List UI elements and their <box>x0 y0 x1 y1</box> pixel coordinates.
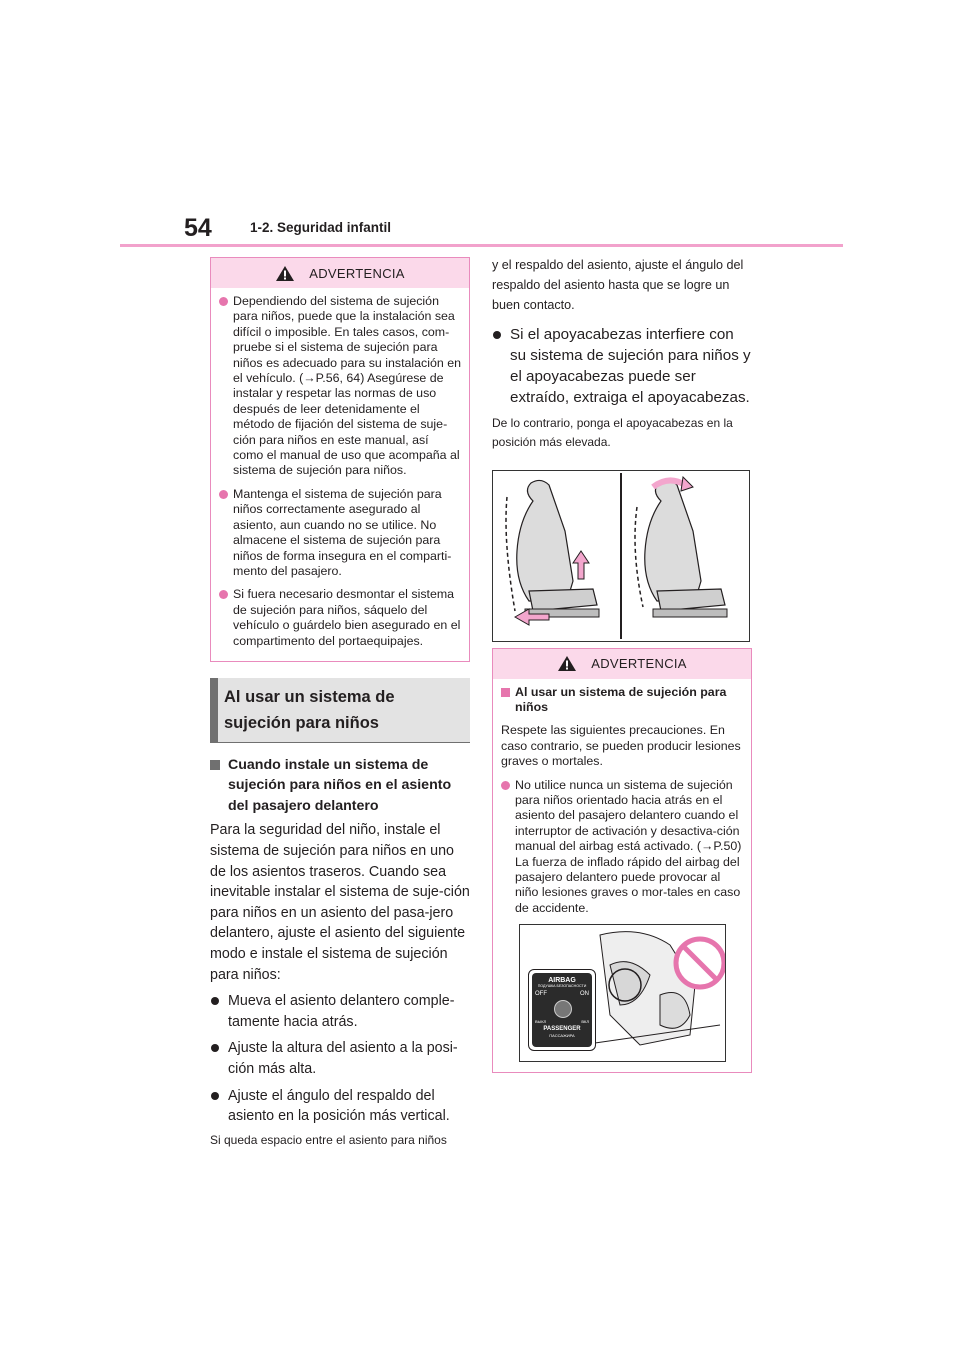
airbag-label: AIRBAG <box>548 977 576 985</box>
bullet-dot-icon <box>211 1092 219 1100</box>
bullet-dot-icon <box>211 1044 219 1052</box>
subsection-heading: Cuando instale un sistema de sujeción para niños en el asiento del pasajero delantero <box>210 755 470 817</box>
airbag-switch-panel <box>528 969 596 1051</box>
airbag-switch-figure <box>519 924 726 1062</box>
left-column <box>210 257 470 1150</box>
right-column <box>492 257 752 1073</box>
list-item: Mueva el asiento delantero comple-tamente hacia atrás. <box>210 991 470 1032</box>
warning-title: ADVERTENCIA <box>591 656 687 672</box>
header-rule <box>120 244 843 247</box>
warning-triangle-icon <box>275 265 295 282</box>
bullet-dot-icon <box>501 781 510 790</box>
warning-subheading: Al usar un sistema de sujeción para niños <box>501 685 744 716</box>
warning-header <box>493 649 751 679</box>
square-bullet-icon <box>501 688 510 697</box>
warning-item: Dependiendo del sistema de sujeción para niños, puede que la instalación sea difícil o imposible. En tales casos, com-pruebe si el sistema de sujeción para niños es adecuado para su instalación en el vehículo. (→P.56, 64) Asegúrese de instalar y respetar las normas de uso después de leer detenidamente el método de fijación del sistema de suje-ción para niños en este manual, así como el manual de uso que acompaña al sistema de sujeción para niños. <box>219 294 462 479</box>
warning-box-2 <box>492 648 752 1074</box>
airbag-label-ru: ПОДУШКА БЕЗОПАСНОСТИ <box>537 984 587 989</box>
airbag-on-label-ru: ВКЛ <box>581 1019 589 1025</box>
warning-item: No utilice nunca un sistema de sujeción para niños orientado hacia atrás en el asiento del pasajero delantero cuando el interruptor de activación y desactiva-ción manual del airbag está activado. (→P.50) La fuerza de inflado rápido del airbag del pasajero delantero puede provocar al niño lesiones graves o mor-tales en caso de accidente. <box>501 778 744 917</box>
airbag-off-label: OFF <box>535 991 547 998</box>
bullet-dot-icon <box>493 331 501 339</box>
square-bullet-icon <box>210 760 220 770</box>
page-number: 54 <box>184 214 212 242</box>
warning-triangle-icon <box>557 655 577 672</box>
warning-item: Si fuera necesario desmontar el sistema de sujeción para niños, sáquelo del vehículo o guárdelo bien asegurado en el compartimento del portaequipajes. <box>219 587 462 649</box>
bullet-dot-icon <box>211 997 219 1005</box>
seat-adjustment-figure <box>492 470 750 642</box>
list-item: Ajuste el ángulo del respaldo del asiento en la posición más vertical. <box>210 1086 470 1127</box>
note-text-continued: y el respaldo del asiento, ajuste el ángulo del respaldo del asiento hasta que se logre un buen contacto. <box>492 258 744 313</box>
list-item: Si el apoyacabezas interfiere con su sistema de sujeción para niños y el apoyacabezas puede ser extraído, extraiga el apoyacabezas. <box>492 324 752 408</box>
list-item: Ajuste la altura del asiento a la posi-ción más alta. <box>210 1038 470 1079</box>
airbag-on-label: ON <box>580 991 589 998</box>
seat-illustration <box>493 471 749 641</box>
section-heading: Al usar un sistema de sujeción para niños <box>210 678 470 743</box>
bullet-dot-icon <box>219 297 228 306</box>
airbag-key-slot-icon <box>554 1000 572 1018</box>
passenger-label: PASSENGER <box>543 1026 581 1033</box>
note-text-start: Si queda espacio entre el asiento para niños <box>210 1132 447 1147</box>
warning-header <box>211 258 469 288</box>
bullet-dot-icon <box>219 490 228 499</box>
headrest-note: De lo contrario, ponga el apoyacabezas en la posición más elevada. <box>492 415 733 449</box>
airbag-off-label-ru: ВЫКЛ <box>535 1019 547 1025</box>
section-title: 1-2. Seguridad infantil <box>250 220 392 235</box>
warning-intro: Respete las siguientes precauciones. En caso contrario, se pueden producir lesiones graves o mortales. <box>501 723 741 769</box>
intro-paragraph: Para la seguridad del niño, instale el sistema de sujeción para niños en uno de los asientos traseros. Cuando sea inevitable instalar el sistema de suje-ción para niños en un asiento del pasa-jero delantero, ajuste el asiento del siguiente modo e instale el sistema de sujeción para niños: <box>210 822 470 983</box>
warning-box-1 <box>210 257 470 662</box>
passenger-label-ru: ПАССАЖИРА <box>549 1033 575 1039</box>
warning-item: Mantenga el sistema de sujeción para niños correctamente asegurado al asiento, aun cuando no se utilice. No almacene el sistema de sujeción para niños de forma insegura en el comparti-mento del pasajero. <box>219 487 462 579</box>
bullet-dot-icon <box>219 590 228 599</box>
warning-title: ADVERTENCIA <box>309 265 405 281</box>
